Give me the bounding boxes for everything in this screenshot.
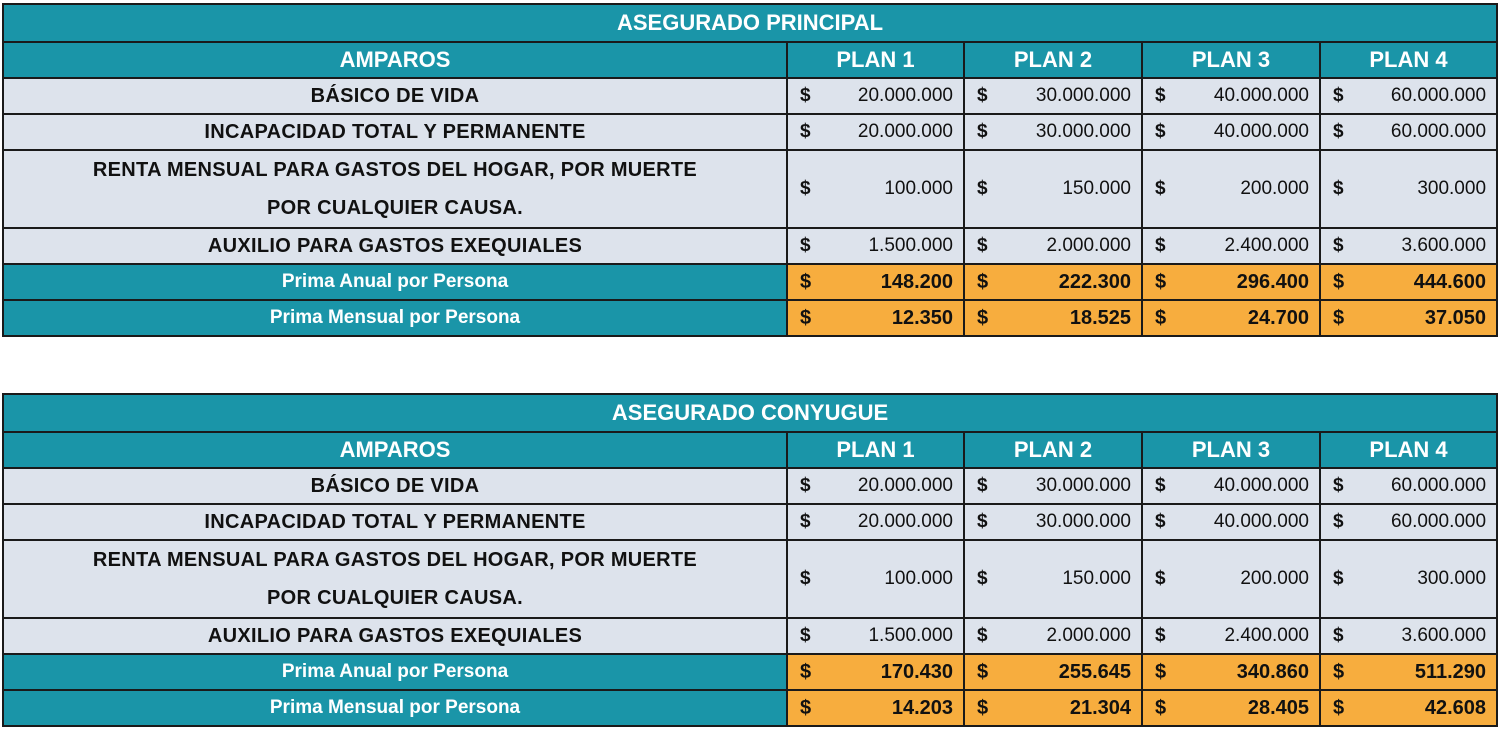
plan-header: PLAN 3 bbox=[1142, 432, 1320, 468]
amount-value: 148.200 bbox=[880, 270, 953, 293]
currency-symbol: $ bbox=[977, 568, 988, 589]
plan-header: PLAN 4 bbox=[1320, 42, 1497, 78]
amount-value: 100.000 bbox=[884, 568, 953, 589]
currency-symbol: $ bbox=[1333, 270, 1345, 293]
amount-value: 170.430 bbox=[880, 660, 953, 683]
amount-value: 42.608 bbox=[1424, 696, 1487, 719]
table-row bbox=[3, 228, 1497, 264]
currency-symbol: $ bbox=[800, 511, 811, 532]
currency-symbol: $ bbox=[800, 475, 811, 496]
currency-symbol: $ bbox=[800, 85, 811, 106]
currency-symbol: $ bbox=[977, 696, 989, 719]
coverage-amount-cell bbox=[787, 228, 964, 264]
principal-table bbox=[2, 3, 1498, 337]
amount-value: 3.600.000 bbox=[1401, 625, 1487, 646]
currency-symbol: $ bbox=[1155, 475, 1166, 496]
plan-header: PLAN 1 bbox=[787, 42, 964, 78]
table-title-row bbox=[3, 394, 1497, 432]
premium-amount-cell bbox=[1320, 300, 1497, 336]
amount-value: 40.000.000 bbox=[1213, 511, 1309, 532]
premium-label: Prima Mensual por Persona bbox=[3, 690, 787, 726]
amount-value: 2.400.000 bbox=[1224, 235, 1309, 256]
coverage-amount-cell bbox=[1320, 78, 1497, 114]
coverage-label: INCAPACIDAD TOTAL Y PERMANENTE bbox=[3, 114, 787, 150]
amount-value: 24.700 bbox=[1247, 306, 1309, 329]
coverage-amount-cell bbox=[787, 540, 964, 618]
coverage-amount-cell bbox=[964, 78, 1142, 114]
amount-value: 30.000.000 bbox=[1035, 511, 1131, 532]
currency-symbol: $ bbox=[1155, 270, 1167, 293]
currency-symbol: $ bbox=[1333, 85, 1344, 106]
currency-symbol: $ bbox=[1333, 625, 1344, 646]
amount-value: 340.860 bbox=[1236, 660, 1309, 683]
coverage-amount-cell bbox=[1320, 228, 1497, 264]
currency-symbol: $ bbox=[1155, 121, 1166, 142]
coverage-amount-cell bbox=[964, 150, 1142, 228]
premium-row bbox=[3, 264, 1497, 300]
header-row bbox=[3, 42, 1497, 78]
plan-header: PLAN 2 bbox=[964, 432, 1142, 468]
currency-symbol: $ bbox=[1155, 235, 1166, 256]
spouse-table bbox=[2, 393, 1498, 727]
amount-value: 150.000 bbox=[1062, 178, 1131, 199]
coverage-label: AUXILIO PARA GASTOS EXEQUIALES bbox=[3, 618, 787, 654]
currency-symbol: $ bbox=[977, 270, 989, 293]
coverage-label-line2: POR CUALQUIER CAUSA. bbox=[266, 197, 523, 219]
coverage-amount-cell bbox=[964, 540, 1142, 618]
amount-value: 150.000 bbox=[1062, 568, 1131, 589]
premium-label: Prima Anual por Persona bbox=[3, 654, 787, 690]
header-row bbox=[3, 432, 1497, 468]
table-row bbox=[3, 618, 1497, 654]
premium-amount-cell bbox=[1142, 654, 1320, 690]
currency-symbol: $ bbox=[1155, 660, 1167, 683]
currency-symbol: $ bbox=[1333, 306, 1345, 329]
coverage-amount-cell bbox=[1142, 228, 1320, 264]
premium-amount-cell bbox=[787, 690, 964, 726]
currency-symbol: $ bbox=[1155, 85, 1166, 106]
table-row bbox=[3, 114, 1497, 150]
coverage-amount-cell bbox=[964, 468, 1142, 504]
amparos-header: AMPAROS bbox=[3, 42, 787, 78]
amount-value: 40.000.000 bbox=[1213, 475, 1309, 496]
amount-value: 2.000.000 bbox=[1046, 625, 1131, 646]
amount-value: 40.000.000 bbox=[1213, 121, 1309, 142]
currency-symbol: $ bbox=[800, 121, 811, 142]
amount-value: 511.290 bbox=[1414, 660, 1487, 683]
amount-value: 444.600 bbox=[1413, 270, 1487, 293]
table-title: ASEGURADO PRINCIPAL bbox=[3, 4, 1497, 42]
coverage-amount-cell bbox=[1320, 468, 1497, 504]
plan-header: PLAN 4 bbox=[1320, 432, 1497, 468]
amount-value: 100.000 bbox=[884, 178, 953, 199]
amount-value: 60.000.000 bbox=[1390, 121, 1487, 142]
amount-value: 20.000.000 bbox=[857, 511, 953, 532]
coverage-amount-cell bbox=[1142, 78, 1320, 114]
premium-row bbox=[3, 690, 1497, 726]
currency-symbol: $ bbox=[1155, 178, 1166, 199]
coverage-amount-cell bbox=[1320, 504, 1497, 540]
currency-symbol: $ bbox=[1155, 306, 1167, 329]
currency-symbol: $ bbox=[977, 660, 989, 683]
amount-value: 30.000.000 bbox=[1035, 85, 1131, 106]
coverage-amount-cell bbox=[787, 114, 964, 150]
amount-value: 300.000 bbox=[1417, 568, 1487, 589]
coverage-amount-cell bbox=[1320, 114, 1497, 150]
coverage-label-line2: POR CUALQUIER CAUSA. bbox=[266, 587, 523, 609]
amount-value: 18.525 bbox=[1069, 306, 1131, 329]
premium-amount-cell bbox=[787, 300, 964, 336]
amount-value: 14.203 bbox=[891, 696, 953, 719]
amount-value: 30.000.000 bbox=[1035, 121, 1131, 142]
premium-label: Prima Anual por Persona bbox=[3, 264, 787, 300]
currency-symbol: $ bbox=[800, 568, 811, 589]
premium-amount-cell bbox=[787, 654, 964, 690]
currency-symbol: $ bbox=[1333, 475, 1344, 496]
table-title: ASEGURADO CONYUGUE bbox=[3, 394, 1497, 432]
currency-symbol: $ bbox=[1333, 568, 1344, 589]
currency-symbol: $ bbox=[977, 121, 988, 142]
coverage-label: INCAPACIDAD TOTAL Y PERMANENTE bbox=[3, 504, 787, 540]
coverage-amount-cell bbox=[1142, 468, 1320, 504]
amount-value: 12.350 bbox=[891, 306, 953, 329]
amount-value: 2.000.000 bbox=[1046, 235, 1131, 256]
currency-symbol: $ bbox=[800, 270, 812, 293]
currency-symbol: $ bbox=[800, 625, 811, 646]
premium-row bbox=[3, 654, 1497, 690]
amount-value: 28.405 bbox=[1247, 696, 1309, 719]
coverage-amount-cell bbox=[1320, 540, 1497, 618]
plan-header: PLAN 3 bbox=[1142, 42, 1320, 78]
plan-header: PLAN 2 bbox=[964, 42, 1142, 78]
amount-value: 60.000.000 bbox=[1390, 475, 1487, 496]
premium-amount-cell bbox=[964, 300, 1142, 336]
currency-symbol: $ bbox=[1333, 660, 1345, 683]
plan-header: PLAN 1 bbox=[787, 432, 964, 468]
premium-amount-cell bbox=[964, 690, 1142, 726]
amount-value: 3.600.000 bbox=[1401, 235, 1487, 256]
currency-symbol: $ bbox=[977, 85, 988, 106]
currency-symbol: $ bbox=[800, 178, 811, 199]
coverage-label bbox=[3, 540, 787, 618]
currency-symbol: $ bbox=[1333, 511, 1344, 532]
table-row bbox=[3, 78, 1497, 114]
premium-amount-cell bbox=[1142, 264, 1320, 300]
coverage-amount-cell bbox=[1320, 618, 1497, 654]
amparos-header: AMPAROS bbox=[3, 432, 787, 468]
premium-amount-cell bbox=[1320, 690, 1497, 726]
amount-value: 1.500.000 bbox=[868, 625, 953, 646]
currency-symbol: $ bbox=[977, 475, 988, 496]
amount-value: 20.000.000 bbox=[857, 121, 953, 142]
amount-value: 300.000 bbox=[1417, 178, 1487, 199]
amount-value: 296.400 bbox=[1236, 270, 1309, 293]
table-row bbox=[3, 468, 1497, 504]
coverage-label bbox=[3, 150, 787, 228]
coverage-amount-cell bbox=[787, 78, 964, 114]
coverage-label: BÁSICO DE VIDA bbox=[3, 78, 787, 114]
premium-amount-cell bbox=[1142, 690, 1320, 726]
amount-value: 60.000.000 bbox=[1390, 85, 1487, 106]
coverage-label: BÁSICO DE VIDA bbox=[3, 468, 787, 504]
premium-amount-cell bbox=[964, 264, 1142, 300]
currency-symbol: $ bbox=[1333, 178, 1344, 199]
coverage-amount-cell bbox=[787, 618, 964, 654]
premium-amount-cell bbox=[964, 654, 1142, 690]
amount-value: 200.000 bbox=[1240, 568, 1309, 589]
coverage-amount-cell bbox=[964, 228, 1142, 264]
amount-value: 30.000.000 bbox=[1035, 475, 1131, 496]
coverage-amount-cell bbox=[1142, 150, 1320, 228]
currency-symbol: $ bbox=[1333, 121, 1344, 142]
currency-symbol: $ bbox=[977, 306, 989, 329]
amount-value: 2.400.000 bbox=[1224, 625, 1309, 646]
currency-symbol: $ bbox=[977, 625, 988, 646]
coverage-amount-cell bbox=[787, 504, 964, 540]
currency-symbol: $ bbox=[800, 306, 812, 329]
currency-symbol: $ bbox=[1155, 568, 1166, 589]
amount-value: 200.000 bbox=[1240, 178, 1309, 199]
currency-symbol: $ bbox=[1333, 235, 1344, 256]
coverage-amount-cell bbox=[964, 618, 1142, 654]
premium-label: Prima Mensual por Persona bbox=[3, 300, 787, 336]
coverage-amount-cell bbox=[964, 504, 1142, 540]
currency-symbol: $ bbox=[1333, 696, 1345, 719]
premium-row bbox=[3, 300, 1497, 336]
coverage-amount-cell bbox=[1320, 150, 1497, 228]
coverage-amount-cell bbox=[787, 468, 964, 504]
currency-symbol: $ bbox=[1155, 511, 1166, 532]
currency-symbol: $ bbox=[977, 235, 988, 256]
table-row bbox=[3, 150, 1497, 228]
amount-value: 40.000.000 bbox=[1213, 85, 1309, 106]
premium-amount-cell bbox=[1320, 654, 1497, 690]
coverage-amount-cell bbox=[1142, 504, 1320, 540]
amount-value: 37.050 bbox=[1424, 306, 1487, 329]
currency-symbol: $ bbox=[800, 235, 811, 256]
amount-value: 60.000.000 bbox=[1390, 511, 1487, 532]
coverage-amount-cell bbox=[787, 150, 964, 228]
coverage-label: AUXILIO PARA GASTOS EXEQUIALES bbox=[3, 228, 787, 264]
table-row bbox=[3, 504, 1497, 540]
premium-amount-cell bbox=[1320, 264, 1497, 300]
currency-symbol: $ bbox=[800, 660, 812, 683]
table-title-row bbox=[3, 4, 1497, 42]
coverage-amount-cell bbox=[964, 114, 1142, 150]
currency-symbol: $ bbox=[1155, 696, 1167, 719]
currency-symbol: $ bbox=[1155, 625, 1166, 646]
coverage-amount-cell bbox=[1142, 618, 1320, 654]
currency-symbol: $ bbox=[800, 696, 812, 719]
currency-symbol: $ bbox=[977, 178, 988, 199]
amount-value: 1.500.000 bbox=[868, 235, 953, 256]
amount-value: 222.300 bbox=[1058, 270, 1131, 293]
amount-value: 20.000.000 bbox=[857, 85, 953, 106]
table-row bbox=[3, 540, 1497, 618]
currency-symbol: $ bbox=[977, 511, 988, 532]
premium-amount-cell bbox=[787, 264, 964, 300]
coverage-amount-cell bbox=[1142, 540, 1320, 618]
coverage-label-line1: RENTA MENSUAL PARA GASTOS DEL HOGAR, POR MUERTE bbox=[92, 549, 698, 571]
coverage-amount-cell bbox=[1142, 114, 1320, 150]
premium-amount-cell bbox=[1142, 300, 1320, 336]
amount-value: 21.304 bbox=[1069, 696, 1131, 719]
amount-value: 255.645 bbox=[1058, 660, 1131, 683]
coverage-label-line1: RENTA MENSUAL PARA GASTOS DEL HOGAR, POR MUERTE bbox=[92, 159, 698, 181]
amount-value: 20.000.000 bbox=[857, 475, 953, 496]
